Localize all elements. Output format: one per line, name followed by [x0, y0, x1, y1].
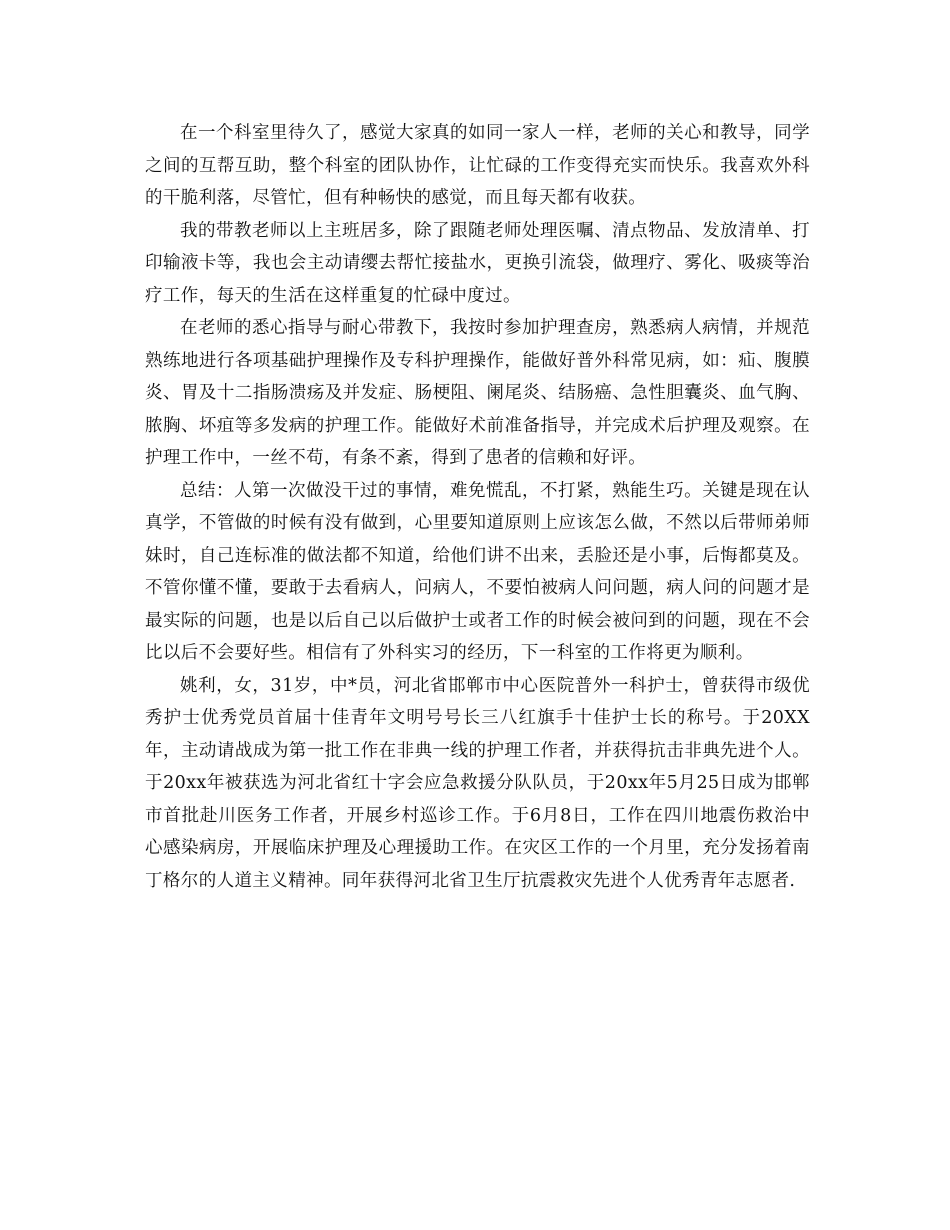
paragraph-nursing-skills: 在老师的悉心指导与耐心带教下，我按时参加护理查房，熟悉病人病情，并规范熟练地进行各项基础护理操作及专科护理操作，能做好普外科常见病，如：疝、腹膜炎、胃及十二指肠溃疡及并发症、肠梗阻、阑尾炎、结肠癌、急性胆囊炎、血气胸、脓胸、坏疽等多发病的护理工作。能做好术前准备指导，并完成术后护理及观察。在护理工作中，一丝不苟，有条不紊，得到了患者的信赖和好评。 — [145, 318, 810, 468]
document-body — [145, 117, 810, 897]
paragraph-teacher-duties: 我的带教老师以上主班居多，除了跟随老师处理医嘱、清点物品、发放清单、打印输液卡等，我也会主动请缨去帮忙接盐水，更换引流袋，做理疗、雾化、吸痰等治疗工作，每天的生活在这样重复的忙碌中度过。 — [145, 220, 810, 306]
paragraph-summary: 总结：人第一次做没干过的事情，难免慌乱，不打紧，熟能生巧。关键是现在认真学，不管做的时候有没有做到，心里要知道原则上应该怎么做，不然以后带师弟师妹时，自己连标准的做法都不知道，给他们讲不出来，丢脸还是小事，后悔都莫及。不管你懂不懂，要敢于去看病人，问病人，不要怕被病人问问题，病人问的问题才是最实际的问题，也是以后自己以后做护士或者工作的时候会被问到的问题，现在不会比以后不会要好些。相信有了外科实习的经历，下一科室的工作将更为顺利。 — [145, 480, 810, 663]
paragraph-profile-yao-li: 姚利，女，31岁，中*员，河北省邯郸市中心医院普外一科护士，曾获得市级优秀护士优秀党员首届十佳青年文明号号长三八红旗手十佳护士长的称号。于20XX年，主动请战成为第一批工作在非典一线的护理工作者，并获得抗击非典先进个人。于20xx年被获选为河北省红十字会应急救援分队队员，于20xx年5月25日成为邯郸市首批赴川医务工作者，开展乡村巡诊工作。于6月8日，工作在四川地震伤救治中心感染病房，开展临床护理及心理援助工作。在灾区工作的一个月里，充分发扬着南丁格尔的人道主义精神。同年获得河北省卫生厅抗震救灾先进个人优秀青年志愿者. — [145, 675, 810, 891]
paragraph-department-family: 在一个科室里待久了，感觉大家真的如同一家人一样，老师的关心和教导，同学之间的互帮互助，整个科室的团队协作，让忙碌的工作变得充实而快乐。我喜欢外科的干脆利落，尽管忙，但有种畅快的感觉，而且每天都有收获。 — [145, 123, 810, 208]
